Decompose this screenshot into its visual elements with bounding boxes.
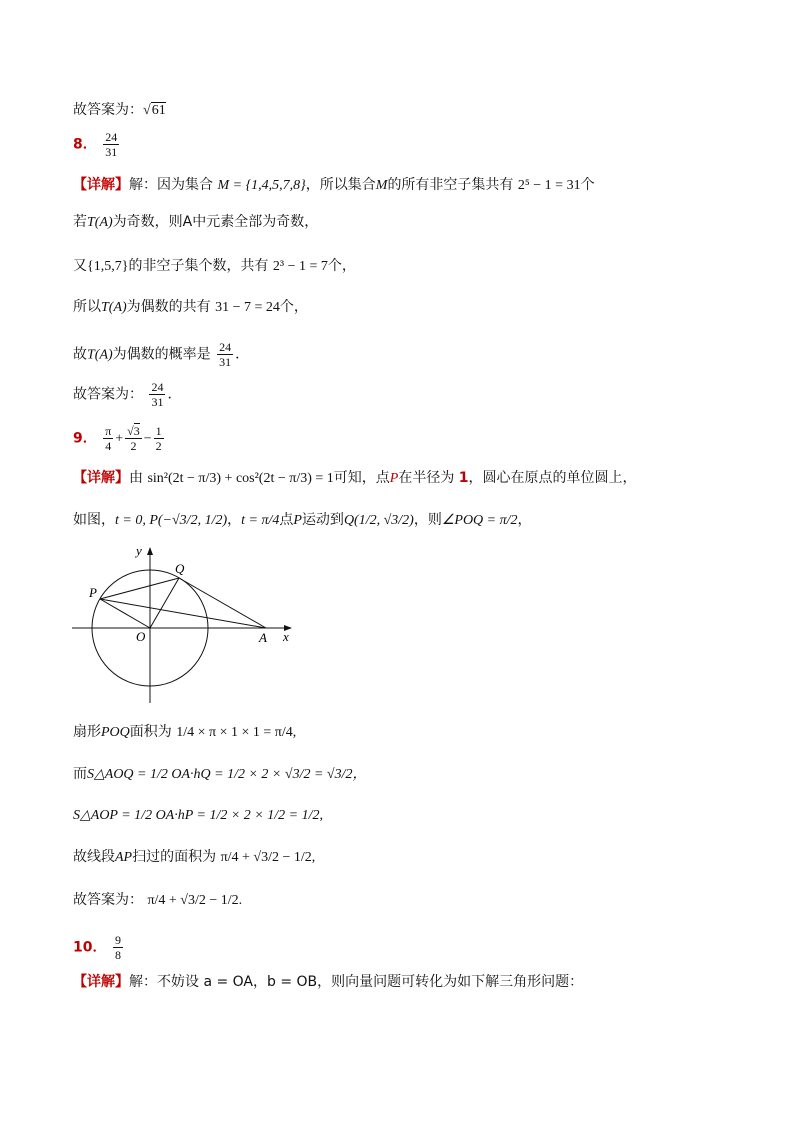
x-label: x [283,629,289,644]
question-number: 10． [73,939,107,956]
sqrt-answer: √61 [143,103,166,118]
q9-detail-line-4: 而S△AOQ = 1/2 OA·hQ = 1/2 × 2 × √3/2 = √3/2， [73,766,367,782]
q8-detail-line-5: 故T(A)为偶数的概率是 $\frac{24}{31}$ ． [73,340,250,369]
q9-detail-line-3: 扇形POQ面积为 1/4 × π × 1 × 1 = π/4, [73,724,297,740]
y-label: y [136,543,142,558]
q8-detail-line-3: 又{1,5,7}的非空子集个数，共有 2³ − 1 = 7个， [73,258,356,274]
answer-7-line [73,100,166,121]
answer-label: 故答案为： [73,102,143,118]
trig-identity: sin²(2t − π/3) + cos²(2t − π/3) = 1 [147,471,334,486]
unit-circle-figure [70,543,295,708]
detail-tag: 【详解】 [73,974,129,990]
detail-tag: 【详解】 [73,177,129,193]
q9-detail-line-5: S△AOP = 1/2 OA·hP = 1/2 × 2 × 1/2 = 1/2, [73,808,323,823]
point-A-label: A [259,630,267,645]
q9-detail-line-1: 【详解】由 sin²(2t − π/3) + cos²(2t − π/3) = 1可知，点P在半径为 1，圆心在原点的单位圆上， [73,470,637,486]
probability-fraction: $\frac{24}{31}$ [219,340,232,369]
q9-detail-line-2: 如图，t = 0, P(−√3/2, 1/2)，t = π/4点P运动到Q(1/2, √3/2)，则∠POQ = π/2， [73,512,532,528]
detail-tag: 【详解】 [73,470,129,486]
q8-answer-line [73,130,121,159]
q10-detail-line-1: 【详解】解：不妨设 a = OA，b = OB，则向量问题可转化为如下解三角形问题： [73,974,584,990]
q8-detail-line-1: 【详解】解：因为集合 M = {1,4,5,7,8}，所以集合M的所有非空子集共有 2⁵ − 1 = 31个 [73,177,595,193]
segment-OQ [150,578,179,628]
q8-final-answer: 故答案为： $\frac{24}{31}$ ． [73,380,182,409]
y-axis-arrow [147,547,153,555]
q8-detail-line-2: 若T(A)为奇数，则A中元素全部为奇数， [73,214,319,230]
segment-PQ [100,578,179,599]
q9-final-answer: 故答案为： π/4 + √3/2 − 1/2. [73,892,243,908]
q9-detail-line-6: 故线段AP扫过的面积为 π/4 + √3/2 − 1/2, [73,849,316,865]
point-O-label: O [136,629,146,644]
q8-detail-line-4: 所以T(A)为偶数的共有 31 − 7 = 24个， [73,299,308,315]
point-P-label: P [89,585,97,600]
set-M: M = {1,4,5,7,8} [217,178,306,193]
point-Q-label: Q [175,561,185,576]
question-number: 8． [73,136,97,153]
question-number: 9． [73,430,97,447]
q8-answer-fraction: $\frac{24}{31}$ [105,130,118,159]
q10-answer-line: 10． $\frac{9}{8}$ [73,933,121,962]
q9-answer-line: 9． $\frac{\pi}{4}$ + $\frac{√3}{2}$ − $\frac{1}{2}$ [73,424,162,453]
